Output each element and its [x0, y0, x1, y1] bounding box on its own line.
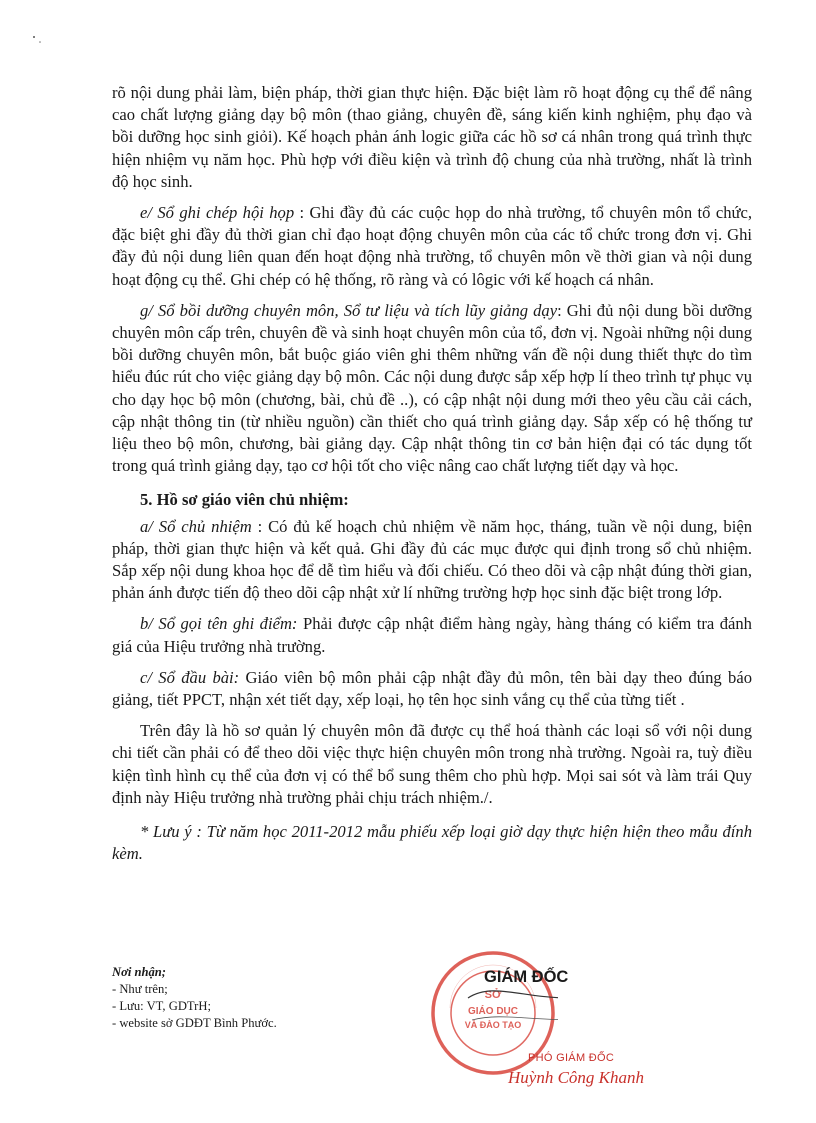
section-c-text: Giáo viên bộ môn phải cập nhật đầy đủ môn, tên bài dạy theo đúng báo giảng, tiết PPCT, nhận xét tiết dạy, xếp loại, họ tên học sinh vắng cụ thể của từng tiết . [112, 667, 752, 710]
recipients-block [112, 964, 372, 1032]
section-e-label: e/ Sổ ghi chép hội họp [140, 203, 295, 223]
recipient-item: - Lưu: VT, GDTrH; [112, 999, 211, 1013]
svg-text:GIÁO DỤC: GIÁO DỤC [468, 1006, 518, 1017]
section-c-label: c/ Sổ đầu bài: [140, 667, 240, 687]
section-c-paragraph [112, 667, 752, 711]
section-a-text: : Có đủ kế hoạch chủ nhiệm về năm học, tháng, tuần về nội dung, biện pháp, thời gian thực hiện và kết quả. Ghi đầy đủ các mục được qui định trong sổ chủ nhiệm. Sắp xếp nội dung khoa học để dễ tìm hiểu và đối chiếu. Có theo dõi và cập nhật đúng thời gian, phản ánh được tiến độ theo dõi cập nhật xử lí những trường hợp học sinh đặc biệt trong lớp. [112, 516, 752, 603]
section-g-label: g/ Sổ bồi dưỡng chuyên môn, Sổ tư liệu và tích lũy giảng dạy [140, 300, 558, 320]
signer-name: Huỳnh Công Khanh [508, 1068, 644, 1087]
scan-speck-icon [30, 32, 44, 46]
section-g-text: : Ghi đủ nội dung bồi dưỡng chuyên môn cấp trên, chuyên đề và sinh hoạt chuyên môn của tổ, đơn vị. Ngoài những nội dung bồi dưỡng chuyên môn, bắt buộc giáo viên ghi thêm những vấn đề nội dung thiết thực do tìm hiểu đúc rút cho việc giảng dạy bộ môn. Các nội dung được sắp xếp hợp lí theo trình tự phục vụ cho dạy học bộ môn (chương, bài, chủ đề ..), có cập nhật nội dung mới theo yêu cầu cải cách, cập nhật thông tin (từ nhiều nguồn) cần thiết cho quá trình giảng dạy. Sắp xếp có hệ thống tư liệu theo bộ môn, chương, bài giảng dạy. Cập nhật thông tin cơ bản hiện đại có tác dụng tốt trong quá trình giảng dạy, tạo cơ hội tốt cho việc nâng cao chất lượng tiết dạy và học. [112, 300, 752, 476]
recipient-item: - Như trên; [112, 982, 168, 996]
closing-paragraph: Trên đây là hồ sơ quản lý chuyên môn đã được cụ thể hoá thành các loại sổ với nội dung chi tiết cần phải có để theo dõi việc thực hiện chuyên môn trong nhà trường. Ngoài ra, tuỳ điều kiện tình hình cụ thể của đơn vị có thể bổ sung thêm cho phù hợp. Mọi sai sót và làm trái Quy định này Hiệu trưởng nhà trường phải chịu trách nhiệm./. [112, 721, 752, 807]
note-paragraph: * Lưu ý : Từ năm học 2011-2012 mẫu phiếu xếp loại giờ dạy thực hiện hiện theo mẫu đính kèm. [112, 822, 752, 864]
section-a-label: a/ Sổ chủ nhiệm [140, 516, 252, 536]
recipients-title: Nơi nhận; [112, 965, 167, 979]
section-5-heading: 5. Hồ sơ giáo viên chủ nhiệm: [140, 490, 349, 510]
director-title: GIÁM ĐỐC [484, 968, 569, 986]
document-body [112, 82, 752, 866]
deputy-director-label: PHÓ GIÁM ĐỐC [528, 1052, 615, 1064]
section-e-text: : Ghi đầy đủ các cuộc họp do nhà trường, tổ chuyên môn tổ chức, đặc biệt ghi đầy đủ thời gian chỉ đạo hoạt động chuyên môn của các tổ chức trong đơn vị. Ghi đầy đủ nội dung liên quan đến hoạt động nhà trường, tổ chuyên môn về thời gian và nội dung hoạt động cụ thể. Ghi chép có hệ thống, rõ ràng và có lôgic với kế hoạch cá nhân. [112, 203, 752, 289]
signature-block [428, 948, 688, 1098]
section-b-label: b/ Sổ gọi tên ghi điểm: [140, 614, 298, 634]
intro-paragraph: rõ nội dung phải làm, biện pháp, thời gian thực hiện. Đặc biệt làm rõ hoạt động cụ thể để nâng cao chất lượng giảng dạy bộ môn (thao giảng, chuyên đề, sáng kiến kinh nghiệm, phụ đạo và bồi dưỡng học sinh giỏi). Kế hoạch phản ánh logic giữa các hồ sơ cá nhân trong quá trình thực hiện nhiệm vụ năm học. Phù hợp với điều kiện và trình độ chung của nhà trường, nhất là trình độ học sinh. [112, 83, 752, 191]
section-a-paragraph [112, 516, 752, 605]
section-e-paragraph [112, 202, 752, 291]
section-g-paragraph [112, 300, 752, 478]
section-b-paragraph [112, 613, 752, 657]
recipient-item: - website sở GDĐT Bình Phước. [112, 1016, 277, 1030]
svg-text:VÀ ĐÀO TẠO: VÀ ĐÀO TẠO [464, 1020, 522, 1030]
svg-text:SỞ: SỞ [484, 989, 502, 1001]
section-b-text: Phải được cập nhật điểm hàng ngày, hàng tháng có kiểm tra đánh giá của Hiệu trưởng nhà trường. [112, 614, 752, 656]
